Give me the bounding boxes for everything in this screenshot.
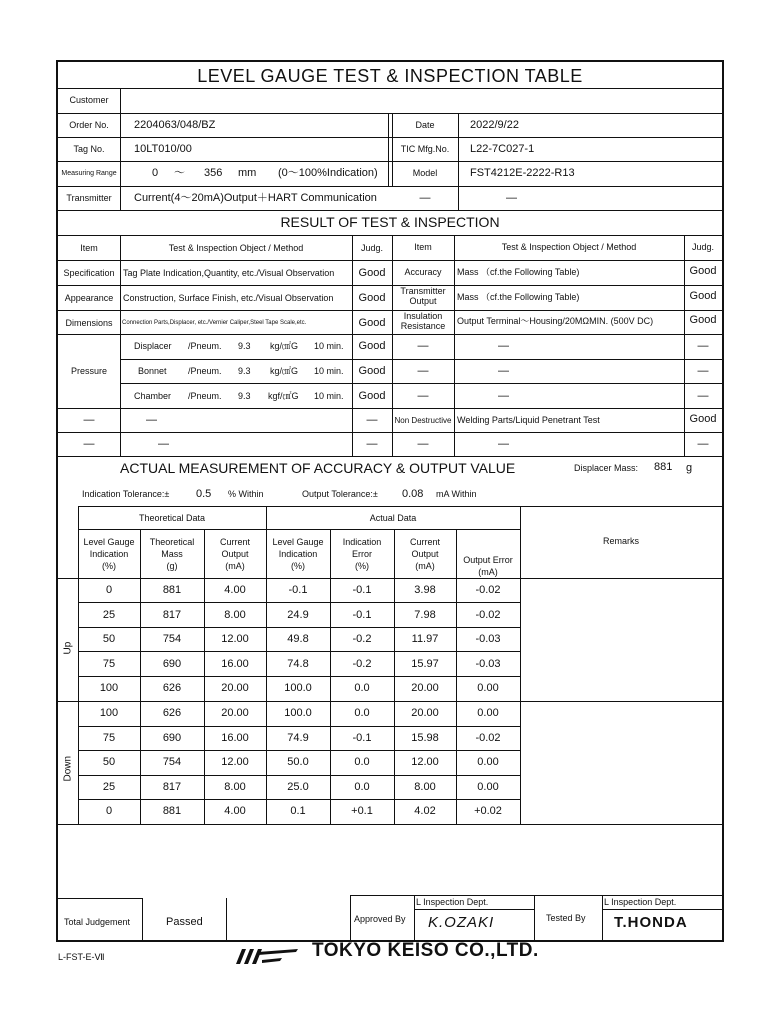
pressure-part: Bonnet bbox=[138, 366, 167, 376]
result-col-object-right: Test & Inspection Object / Method bbox=[501, 242, 637, 252]
table-cell: 20.00 bbox=[221, 682, 249, 695]
total-judgement-label: Total Judgement bbox=[64, 917, 131, 927]
transmitter-extra-1: ― bbox=[419, 192, 431, 204]
table-cell: 20.00 bbox=[411, 682, 439, 695]
result-right-item: ― bbox=[417, 340, 429, 352]
result-left-item: Specification bbox=[63, 268, 115, 278]
table-cell: 100 bbox=[99, 682, 119, 695]
pressure-value: 9.3 bbox=[238, 341, 251, 351]
date-value: 2022/9/22 bbox=[470, 119, 519, 131]
table-cell: 817 bbox=[162, 780, 182, 793]
indication-tolerance-unit: % Within bbox=[228, 489, 264, 499]
approved-signature: K.OZAKI bbox=[428, 914, 495, 931]
order-label: Order No. bbox=[69, 120, 109, 130]
result-left-object: Construction, Surface Finish, etc./Visual Observation bbox=[123, 293, 334, 303]
result-left-object: Tag Plate Indication,Quantity, etc./Visual Observation bbox=[123, 268, 335, 278]
result-left-item: Appearance bbox=[64, 293, 114, 303]
pressure-value: 9.3 bbox=[238, 366, 251, 376]
result-left-judg: Good bbox=[358, 292, 386, 304]
table-cell: 881 bbox=[162, 584, 182, 596]
table-cell: 20.00 bbox=[221, 707, 249, 719]
actual-data-header: Actual Data bbox=[369, 513, 417, 523]
model-value: FST4212E-2222-R13 bbox=[470, 167, 575, 179]
range-note: (0～100%Indication) bbox=[278, 167, 378, 179]
result-left-judg: Good bbox=[358, 267, 386, 279]
transmitter-label: Transmitter bbox=[66, 193, 112, 203]
table-cell: -0.02 bbox=[475, 731, 501, 744]
tested-signature: T.HONDA bbox=[614, 914, 688, 931]
output-tolerance-label: Output Tolerance:± bbox=[302, 489, 378, 499]
result-left-dash: ― bbox=[366, 414, 378, 426]
table-cell: 0.00 bbox=[477, 707, 499, 719]
displacer-mass-label: Displacer Mass: bbox=[574, 463, 639, 473]
pressure-medium: /Pneum. bbox=[188, 366, 222, 376]
table-cell: -0.1 bbox=[288, 584, 308, 596]
result-right-object: Welding Parts/Liquid Penetrant Test bbox=[457, 415, 600, 425]
result-col-item-right: Item bbox=[414, 242, 432, 252]
result-title: RESULT OF TEST & INSPECTION bbox=[280, 214, 500, 230]
pressure-part: Chamber bbox=[134, 391, 172, 401]
table-cell: 4.02 bbox=[414, 805, 436, 818]
column-header-line: Current bbox=[409, 537, 440, 547]
result-col-item-left: Item bbox=[80, 243, 98, 253]
table-cell: 690 bbox=[162, 657, 182, 670]
table-cell: 12.00 bbox=[411, 756, 439, 769]
table-cell: 74.9 bbox=[287, 731, 309, 744]
table-cell: +0.1 bbox=[351, 805, 373, 818]
table-cell: 0.0 bbox=[354, 682, 370, 695]
table-cell: 0.00 bbox=[477, 682, 499, 695]
table-cell: 7.98 bbox=[414, 608, 436, 621]
column-header-line: Level Gauge bbox=[272, 537, 324, 547]
column-header-line: Output bbox=[411, 549, 439, 559]
result-right-judg: Good bbox=[689, 265, 717, 277]
table-cell: 754 bbox=[162, 633, 182, 646]
order-value: 2204063/048/BZ bbox=[134, 119, 216, 131]
displacer-mass-value: 881 bbox=[654, 461, 673, 473]
table-cell: 0.00 bbox=[477, 756, 499, 769]
column-header-line: Output bbox=[221, 549, 249, 559]
result-left-dash: ― bbox=[366, 438, 378, 450]
pressure-unit: kg/㎠G bbox=[270, 366, 299, 376]
result-col-object-left: Test & Inspection Object / Method bbox=[168, 243, 304, 253]
result-right-judg: Good bbox=[689, 290, 717, 302]
table-cell: 0 bbox=[105, 584, 113, 596]
result-left-dash: ― bbox=[83, 438, 95, 450]
column-header-line: Indication bbox=[89, 549, 129, 559]
result-right-object: Mass （cf.the Following Table) bbox=[457, 292, 580, 302]
company-name: TOKYO KEISO CO.,LTD. bbox=[312, 940, 539, 961]
table-cell: 11.97 bbox=[411, 633, 439, 646]
result-right-judg: ― bbox=[697, 438, 709, 450]
table-cell: 3.98 bbox=[414, 584, 436, 596]
result-left-item: Dimensions bbox=[65, 318, 113, 328]
column-header-line: (mA) bbox=[478, 567, 498, 577]
pressure-part: Displacer bbox=[134, 341, 172, 351]
down-label: Down bbox=[62, 755, 74, 782]
table-cell: -0.2 bbox=[352, 657, 372, 670]
table-cell: 8.00 bbox=[414, 780, 436, 793]
up-label: Up bbox=[62, 641, 74, 655]
range-tilde: ～ bbox=[174, 167, 185, 179]
column-header-line: (mA) bbox=[225, 561, 245, 571]
mfg-value: L22-7C027-1 bbox=[470, 143, 535, 155]
table-cell: -0.02 bbox=[475, 584, 501, 596]
displacer-mass-unit: g bbox=[686, 462, 693, 474]
table-cell: 100.0 bbox=[284, 707, 312, 719]
pressure-unit: kgf/㎠G bbox=[268, 391, 299, 401]
indication-tolerance-label: Indication Tolerance:± bbox=[82, 489, 170, 499]
result-right-item: ― bbox=[417, 390, 429, 402]
pressure-unit: kg/㎠G bbox=[270, 341, 299, 351]
table-cell: 16.00 bbox=[221, 731, 249, 744]
result-left-object: Connection Parts,Displacer, etc./Vernier Caliper,Steel Tape Scale,etc. bbox=[122, 320, 307, 326]
table-cell: -0.1 bbox=[352, 608, 372, 621]
table-cell: 24.9 bbox=[287, 608, 309, 621]
remarks-header: Remarks bbox=[602, 536, 639, 546]
table-cell: 754 bbox=[162, 756, 182, 769]
total-judgement-value: Passed bbox=[166, 916, 203, 928]
range-unit: mm bbox=[238, 167, 257, 179]
table-cell: 626 bbox=[162, 707, 182, 719]
tested-by-label: Tested By bbox=[546, 913, 586, 923]
result-left-judg: Good bbox=[358, 317, 386, 329]
transmitter-value: Current(4～20mA)Output＋HART Communication bbox=[134, 192, 377, 204]
pressure-time: 10 min. bbox=[314, 341, 344, 351]
table-cell: 12.00 bbox=[221, 756, 249, 769]
table-cell: -0.1 bbox=[352, 731, 372, 744]
range-from: 0 bbox=[152, 167, 159, 179]
table-cell: 626 bbox=[162, 682, 182, 695]
approved-dept: L Inspection Dept. bbox=[416, 897, 489, 907]
result-right-object: ― bbox=[498, 365, 509, 377]
table-cell: 49.8 bbox=[287, 633, 309, 646]
result-right-object: ― bbox=[498, 390, 509, 402]
result-right-item: Accuracy bbox=[404, 267, 442, 277]
column-header-line: (%) bbox=[291, 561, 305, 571]
customer-label: Customer bbox=[69, 95, 109, 105]
column-header-line: Error bbox=[352, 549, 372, 559]
table-cell: -0.2 bbox=[352, 633, 372, 646]
inspection-sheet bbox=[56, 60, 724, 942]
result-right-object: Output Terminal～Housing/20MΩMIN. (500V DC) bbox=[457, 316, 654, 326]
column-header-line: Indication bbox=[278, 549, 318, 559]
range-to: 356 bbox=[204, 167, 223, 179]
table-cell: -0.02 bbox=[475, 608, 501, 621]
table-cell: 8.00 bbox=[224, 780, 246, 793]
tag-label: Tag No. bbox=[73, 144, 105, 154]
table-cell: -0.03 bbox=[475, 657, 501, 670]
result-col-judg-right: Judg. bbox=[691, 242, 715, 252]
column-header-line: Level Gauge bbox=[83, 537, 135, 547]
table-cell: 100 bbox=[99, 707, 119, 719]
tested-dept: L Inspection Dept. bbox=[604, 897, 677, 907]
result-right-judg: ― bbox=[697, 365, 709, 377]
table-cell: 20.00 bbox=[411, 707, 439, 719]
result-right-judg: Good bbox=[689, 413, 717, 425]
output-tolerance-unit: mA Within bbox=[436, 489, 477, 499]
company-logo-icon bbox=[232, 946, 302, 966]
theoretical-data-header: Theoretical Data bbox=[138, 513, 206, 523]
range-label: Measuring Range bbox=[61, 170, 117, 177]
table-cell: 15.98 bbox=[411, 731, 439, 744]
result-right-judg: ― bbox=[697, 340, 709, 352]
table-cell: 4.00 bbox=[224, 805, 246, 818]
table-cell: 75 bbox=[102, 731, 116, 744]
column-header-line: Indication bbox=[342, 537, 382, 547]
table-cell: 0 bbox=[105, 805, 113, 818]
table-cell: 50 bbox=[102, 756, 116, 769]
result-right-item: ― bbox=[417, 438, 429, 450]
column-header-line: Output Error bbox=[463, 555, 513, 565]
table-cell: 0.00 bbox=[477, 780, 499, 793]
result-left-dash: ― bbox=[146, 414, 157, 426]
column-header-line: (g) bbox=[166, 561, 178, 571]
result-right-item: Insulation Resistance bbox=[400, 311, 446, 331]
result-left-dash: ― bbox=[83, 414, 95, 426]
table-cell: 817 bbox=[162, 608, 182, 621]
table-cell: 50.0 bbox=[287, 756, 309, 769]
result-right-judg: Good bbox=[689, 314, 717, 326]
table-cell: 100.0 bbox=[284, 682, 312, 695]
accuracy-title: ACTUAL MEASUREMENT OF ACCURACY & OUTPUT VALUE bbox=[120, 460, 516, 476]
tag-value: 10LT010/00 bbox=[134, 143, 192, 155]
pressure-time: 10 min. bbox=[314, 391, 344, 401]
column-header-line: (%) bbox=[355, 561, 369, 571]
result-right-object: Mass （cf.the Following Table) bbox=[457, 267, 580, 277]
mfg-label: TIC Mfg.No. bbox=[400, 144, 450, 154]
table-cell: 0.0 bbox=[354, 756, 370, 769]
table-cell: 0.0 bbox=[354, 707, 370, 719]
pressure-medium: /Pneum. bbox=[188, 391, 222, 401]
transmitter-extra-2: ― bbox=[506, 192, 517, 204]
form-number: L-FST-E-Ⅶ bbox=[58, 952, 105, 962]
table-cell: 12.00 bbox=[221, 633, 249, 646]
table-cell: 881 bbox=[162, 805, 182, 818]
column-header-line: (mA) bbox=[415, 561, 435, 571]
result-right-item: ― bbox=[417, 365, 429, 377]
pressure-judg: Good bbox=[358, 340, 386, 352]
table-cell: 75 bbox=[102, 657, 116, 670]
pressure-judg: Good bbox=[358, 365, 386, 377]
table-cell: 50 bbox=[102, 633, 116, 646]
table-cell: -0.03 bbox=[475, 633, 501, 646]
pressure-judg: Good bbox=[358, 390, 386, 402]
table-cell: 8.00 bbox=[224, 608, 246, 621]
table-cell: 25.0 bbox=[287, 780, 309, 793]
result-right-item: Transmitter Output bbox=[400, 286, 446, 306]
result-right-object: ― bbox=[498, 438, 509, 450]
result-right-judg: ― bbox=[697, 390, 709, 402]
column-header-line: Current bbox=[219, 537, 250, 547]
result-right-object: ― bbox=[498, 340, 509, 352]
table-cell: 25 bbox=[102, 608, 116, 621]
pressure-medium: /Pneum. bbox=[188, 341, 222, 351]
date-label: Date bbox=[415, 120, 435, 130]
table-cell: -0.1 bbox=[352, 584, 372, 596]
output-tolerance-value: 0.08 bbox=[402, 488, 424, 500]
model-label: Model bbox=[412, 168, 438, 178]
sheet-title: LEVEL GAUGE TEST & INSPECTION TABLE bbox=[197, 66, 583, 86]
result-left-dash: ― bbox=[158, 438, 169, 450]
table-cell: 0.1 bbox=[290, 805, 306, 818]
result-col-judg-left: Judg. bbox=[360, 243, 384, 253]
approved-by-label: Approved By bbox=[354, 914, 406, 924]
indication-tolerance-value: 0.5 bbox=[196, 488, 212, 500]
result-right-item: Non Destructive bbox=[394, 416, 452, 425]
column-header-line: Mass bbox=[161, 549, 183, 559]
table-cell: 0.0 bbox=[354, 780, 370, 793]
table-cell: 16.00 bbox=[221, 657, 249, 670]
table-cell: 74.8 bbox=[287, 657, 309, 670]
pressure-time: 10 min. bbox=[314, 366, 344, 376]
table-cell: 25 bbox=[102, 780, 116, 793]
column-header-line: (%) bbox=[102, 561, 116, 571]
table-cell: +0.02 bbox=[474, 805, 502, 818]
table-cell: 4.00 bbox=[224, 584, 246, 596]
pressure-value: 9.3 bbox=[238, 391, 251, 401]
column-header-line: Theoretical bbox=[149, 537, 195, 547]
pressure-label: Pressure bbox=[70, 366, 107, 376]
table-cell: 15.97 bbox=[411, 657, 439, 670]
table-cell: 690 bbox=[162, 731, 182, 744]
